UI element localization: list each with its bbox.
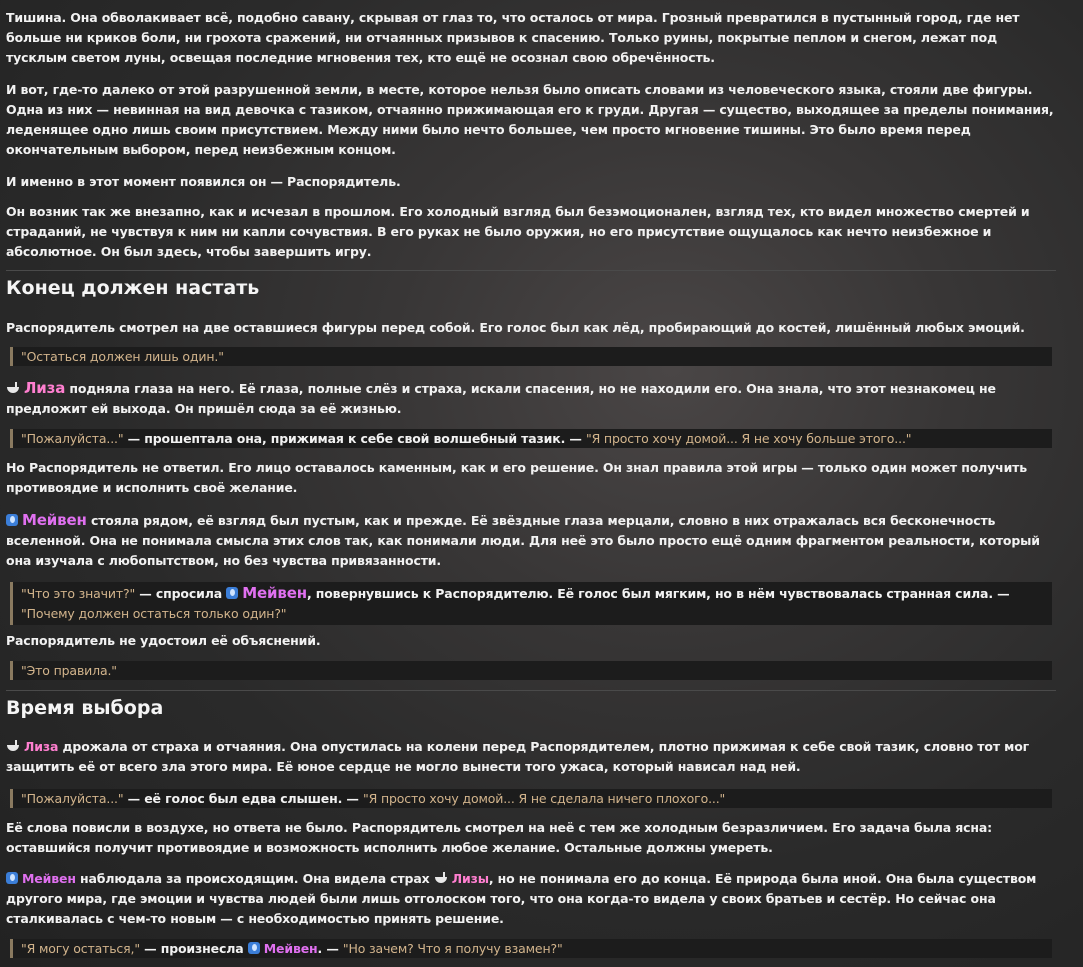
quote-text: "Я просто хочу домой... Я не хочу больше этого...": [585, 431, 912, 446]
quote-text: "Почему должен остаться только один?": [21, 606, 287, 621]
quote-text: "Что это значит?": [21, 586, 136, 601]
quote-text: "Пожалуйста...": [21, 791, 124, 806]
quote-block: [10, 661, 1052, 680]
paragraph-text: стояла рядом, её взгляд был пустым, как и прежде. Её звёздные глаза мерцали, словно в них отражалась вся бесконечность вселенной. Она не понимала смысла этих слов так, как понимали люди. Для неё это было просто ещё одним фрагментом реальности, который она изучала с любопытством, но без чувства привязанности.: [6, 513, 1040, 568]
quote-narration: . —: [317, 941, 343, 956]
paragraph-text: наблюдала за происходящим. Она видела страх: [75, 871, 434, 886]
basin-icon: [6, 382, 20, 394]
gem-icon: [226, 587, 238, 599]
section-1-paragraph-4: [6, 510, 1054, 571]
quote-block: [10, 582, 1052, 625]
character-meiven: Мейвен: [263, 941, 318, 956]
intro-paragraph-1: Тишина. Она обволакивает всё, подобно савану, скрывая от глаз то, что осталось от мира. Грозный превратился в пустынный город, где нет больше ни криков боли, ни грохота сражений, ни отчаянных призывов к спасению. Только руины, покрытые пеплом и снегом, лежат под тусклым светом луны, освещая последние мгновения тех, кто ещё не осознал свою обречённость.: [6, 10, 1020, 65]
character-liza: Лиза: [24, 379, 66, 397]
basin-icon: [6, 740, 20, 752]
quote-narration: — её голос был едва слышен. —: [123, 791, 363, 806]
character-meiven: Мейвен: [22, 511, 87, 529]
intro-paragraph-2: И вот, где-то далеко от этой разрушенной земли, в месте, которое нельзя было описать словами из человеческого языка, стояли две фигуры. Одна из них — невинная на вид девочка с тазиком, отчаянно прижимающая его к груди. Другая — существо, выходящее за пределы понимания, леденящее одно лишь своим присутствием. Между ними было нечто большее, чем просто мгновение тишины. Это было время перед окончательным выбором, перед неизбежным концом.: [6, 82, 1054, 157]
quote-block: [10, 429, 1052, 448]
quote-text: "Остаться должен лишь один.": [21, 349, 224, 364]
intro-paragraph-4: Он возник так же внезапно, как и исчезал в прошлом. Его холодный взгляд был безэмоционален, взгляд тех, кто видел множество смертей и страданий, не чувствуя к ним ни капли сочувствия. В его руках не было оружия, но его присутствие ощущалось как нечто неизбежное и абсолютное. Он был здесь, чтобы завершить игру.: [6, 204, 1030, 259]
section-2-paragraph-3: [6, 869, 1054, 929]
quote-block: [10, 939, 1052, 958]
section-1-paragraph-1: Распорядитель смотрел на две оставшиеся фигуры перед собой. Его голос был как лёд, пробирающий до костей, лишённый любых эмоций.: [6, 320, 1025, 335]
character-liza: Лизы: [451, 871, 489, 886]
quote-narration: — спросила: [135, 586, 227, 601]
quote-text: "Пожалуйста...": [21, 431, 124, 446]
quote-narration: , повернувшись к Распорядителю. Её голос был мягким, но в нём чувствовалась странная сила. —: [306, 586, 1010, 601]
basin-icon: [434, 872, 448, 884]
gem-icon: [248, 942, 260, 954]
quote-text: "Это правила.": [21, 663, 117, 678]
section-2-paragraph-1: [6, 737, 1054, 777]
paragraph-text: , но не понимала его до конца. Её природа была иной. Она была существом другого мира, где эмоции и чувства людей были лишь отголоском того, что она когда-то видела у своих братьев и сестёр. Но сейчас она сталкивалась с чем-то новым — с необходимостью принять решение.: [6, 871, 1037, 926]
section-1-paragraph-3: Но Распорядитель не ответил. Его лицо оставалось каменным, как и его решение. Он знал правила этой игры — только один может получить противоядие и исполнить своё желание.: [6, 460, 1028, 495]
quote-block: [10, 347, 1052, 366]
section-1-paragraph-2: [6, 378, 1054, 419]
quote-block: [10, 789, 1052, 808]
section-1-heading: Конец должен настать: [6, 277, 260, 299]
paragraph-text: подняла глаза на него. Её глаза, полные слёз и страха, искали спасения, но не находили его. Она знала, что этот незнакомец не предложит ей выхода. Он пришёл сюда за её жизнью.: [6, 381, 996, 416]
section-2-heading: Время выбора: [6, 697, 164, 719]
character-meiven: Мейвен: [242, 584, 307, 602]
section-2-paragraph-2: Её слова повисли в воздухе, но ответа не было. Распорядитель смотрел на неё с тем же холодным безразличием. Его задача была ясна: оставшийся получит противоядие и возможность исполнить любое желание. Остальные должны умереть.: [6, 820, 993, 855]
gem-icon: [6, 872, 18, 884]
quote-narration: — произнесла: [139, 941, 248, 956]
character-meiven: Мейвен: [22, 871, 76, 886]
quote-text: "Я могу остаться,": [21, 941, 140, 956]
gem-icon: [6, 514, 18, 526]
intro-paragraph-3: И именно в этот момент появился он — Распорядитель.: [6, 174, 401, 189]
quote-text: "Я просто хочу домой... Я не сделала ничего плохого...": [362, 791, 726, 806]
character-liza: Лиза: [24, 739, 59, 754]
section-1-paragraph-5: Распорядитель не удостоил её объяснений.: [6, 633, 321, 648]
quote-text: "Но зачем? Что я получу взамен?": [342, 941, 563, 956]
paragraph-text: дрожала от страха и отчаяния. Она опустилась на колени перед Распорядителем, плотно прижимая к себе свой тазик, словно тот мог защитить её от всего зла этого мира. Её юное сердце не могло вынести того ужаса, который нависал над ней.: [6, 739, 1030, 774]
quote-narration: — прошептала она, прижимая к себе свой волшебный тазик. —: [123, 431, 586, 446]
divider: [6, 690, 1056, 691]
divider: [6, 270, 1056, 271]
